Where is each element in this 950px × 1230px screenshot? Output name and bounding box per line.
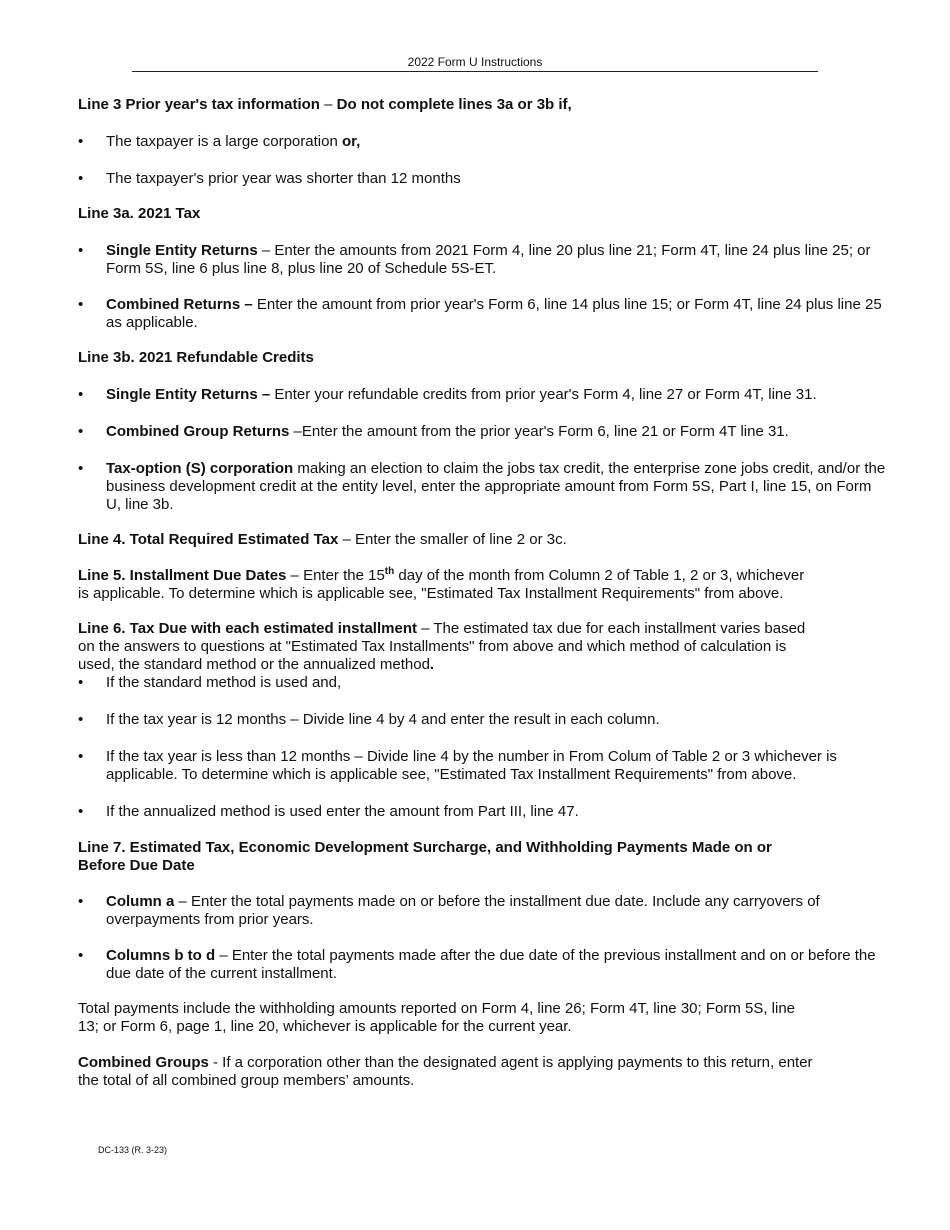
page-header-title: 2022 Form U Instructions xyxy=(407,55,543,69)
line7-bullets xyxy=(78,893,888,983)
line6-paragraph xyxy=(78,620,808,674)
combined-groups-text: - If a corporation other than the designated agent is applying payments to this return, enter the total of all combined group members’ amounts. xyxy=(78,1054,813,1089)
line3b-bullets xyxy=(78,386,888,514)
line6-period: . xyxy=(429,656,435,673)
line6-text: – The estimated tax due for each installment varies based on the answers to questions at "Estimated Tax Installments" from above and which method of calculation is used, the standard method or the annualized method xyxy=(78,620,806,673)
line3-heading-title: Line 3 Prior year's tax information xyxy=(78,96,320,113)
list-item-text: – Enter the total payments made after the due date of the previous installment and on or before the due date of the current installment. xyxy=(106,947,876,982)
list-item xyxy=(78,133,888,151)
list-item-text: If the tax year is less than 12 months – Divide line 4 by the number in From Colum of Table 2 or 3 whichever is applicable. To determine which is applicable see, "Estimated Tax Installment Requirements" from above. xyxy=(106,748,837,783)
list-item-bold: or, xyxy=(341,133,361,150)
combined-groups-paragraph xyxy=(78,1054,813,1090)
list-item xyxy=(78,803,888,821)
list-item-text: –Enter the amount from the prior year's Form 6, line 21 or Form 4T line 31. xyxy=(289,423,789,440)
line3a-heading: Line 3a. 2021 Tax xyxy=(78,205,201,222)
bullet-icon: • xyxy=(78,133,84,150)
list-item xyxy=(78,947,888,983)
list-item-bold: Columns b to d xyxy=(106,947,216,964)
list-item-text: – Enter the total payments made on or before the installment due date. Include any carryovers of overpayments from prior years. xyxy=(106,893,820,928)
list-item xyxy=(78,711,888,729)
line3-heading xyxy=(78,96,888,114)
line5-text-b: day of the month from Column 2 of Table 1, 2 or 3, whichever is applicable. To determine which is applicable see, "Estimated Tax Installment Requirements" from above. xyxy=(78,567,805,602)
list-item xyxy=(78,242,888,278)
list-item-bold: Column a xyxy=(106,893,175,910)
line4-paragraph xyxy=(78,531,888,549)
list-item-bold: Tax-option (S) corporation xyxy=(106,460,294,477)
line3-heading-condition: Do not complete lines 3a or 3b if, xyxy=(336,96,572,113)
list-item-bold: Single Entity Returns xyxy=(106,242,258,259)
bullet-icon: • xyxy=(78,460,84,477)
list-item-text: The taxpayer is a large corporation xyxy=(106,133,342,150)
bullet-icon: • xyxy=(78,170,84,187)
list-item xyxy=(78,674,888,692)
list-item xyxy=(78,748,888,784)
bullet-icon: • xyxy=(78,386,84,403)
line3a-bullets xyxy=(78,242,888,332)
line5-text-a: – Enter the 15 xyxy=(286,567,385,584)
instructions-body xyxy=(78,96,888,1090)
line4-heading: Line 4. Total Required Estimated Tax xyxy=(78,531,339,548)
list-item xyxy=(78,893,888,929)
line5-paragraph xyxy=(78,567,818,603)
bullet-icon: • xyxy=(78,296,84,313)
form-code-footer: DC-133 (R. 3-23) xyxy=(98,1145,168,1155)
bullet-icon: • xyxy=(78,893,84,910)
bullet-icon: • xyxy=(78,803,84,820)
line7-heading: Line 7. Estimated Tax, Economic Development Surcharge, and Withholding Payments Made on or Before Due Date xyxy=(78,839,772,874)
bullet-icon: • xyxy=(78,423,84,440)
line6-heading: Line 6. Tax Due with each estimated installment xyxy=(78,620,417,637)
list-item-text: Enter the amount from prior year's Form 6, line 14 plus line 15; or Form 4T, line 24 plus line 25 as applicable. xyxy=(106,296,882,331)
list-item xyxy=(78,296,888,332)
list-item xyxy=(78,170,888,188)
list-item xyxy=(78,460,888,514)
bullet-icon: • xyxy=(78,947,84,964)
list-item-text: making an election to claim the jobs tax credit, the enterprise zone jobs credit, and/or the business development credit at the entity level, enter the appropriate amount from Form 5S, Part I, line 15, on Form U, line 3b. xyxy=(106,460,886,513)
combined-groups-heading: Combined Groups xyxy=(78,1054,209,1071)
list-item-bold: Combined Returns – xyxy=(106,296,253,313)
list-item-bold: Combined Group Returns xyxy=(106,423,290,440)
line3-heading-sep: – xyxy=(319,96,337,113)
list-item-text: If the tax year is 12 months – Divide line 4 by 4 and enter the result in each column. xyxy=(106,711,660,728)
list-item-text: If the standard method is used and, xyxy=(106,674,342,691)
header-rule xyxy=(132,71,818,72)
bullet-icon: • xyxy=(78,242,84,259)
list-item-text: If the annualized method is used enter the amount from Part III, line 47. xyxy=(106,803,579,820)
line3b-heading: Line 3b. 2021 Refundable Credits xyxy=(78,349,314,366)
line3-bullets xyxy=(78,133,888,188)
bullet-icon: • xyxy=(78,711,84,728)
line5-heading: Line 5. Installment Due Dates xyxy=(78,567,287,584)
bullet-icon: • xyxy=(78,674,84,691)
list-item-bold: Single Entity Returns – xyxy=(106,386,271,403)
line5-superscript: th xyxy=(384,566,395,577)
line6-bullets xyxy=(78,674,888,821)
list-item-text: The taxpayer's prior year was shorter than 12 months xyxy=(106,170,461,187)
list-item xyxy=(78,386,888,404)
bullet-icon: • xyxy=(78,748,84,765)
list-item xyxy=(78,423,888,441)
line4-text: – Enter the smaller of line 2 or 3c. xyxy=(338,531,567,548)
total-payments-paragraph: Total payments include the withholding amounts reported on Form 4, line 26; Form 4T, line 30; Form 5S, line 13; or Form 6, page 1, line 20, whichever is applicable for the current year. xyxy=(78,1000,796,1035)
list-item-text: Enter your refundable credits from prior year's Form 4, line 27 or Form 4T, line 31. xyxy=(270,386,817,403)
list-item-text: – Enter the amounts from 2021 Form 4, line 20 plus line 21; Form 4T, line 24 plus line 25; or Form 5S, line 6 plus line 8, plus line 20 of Schedule 5S-ET. xyxy=(106,242,871,277)
